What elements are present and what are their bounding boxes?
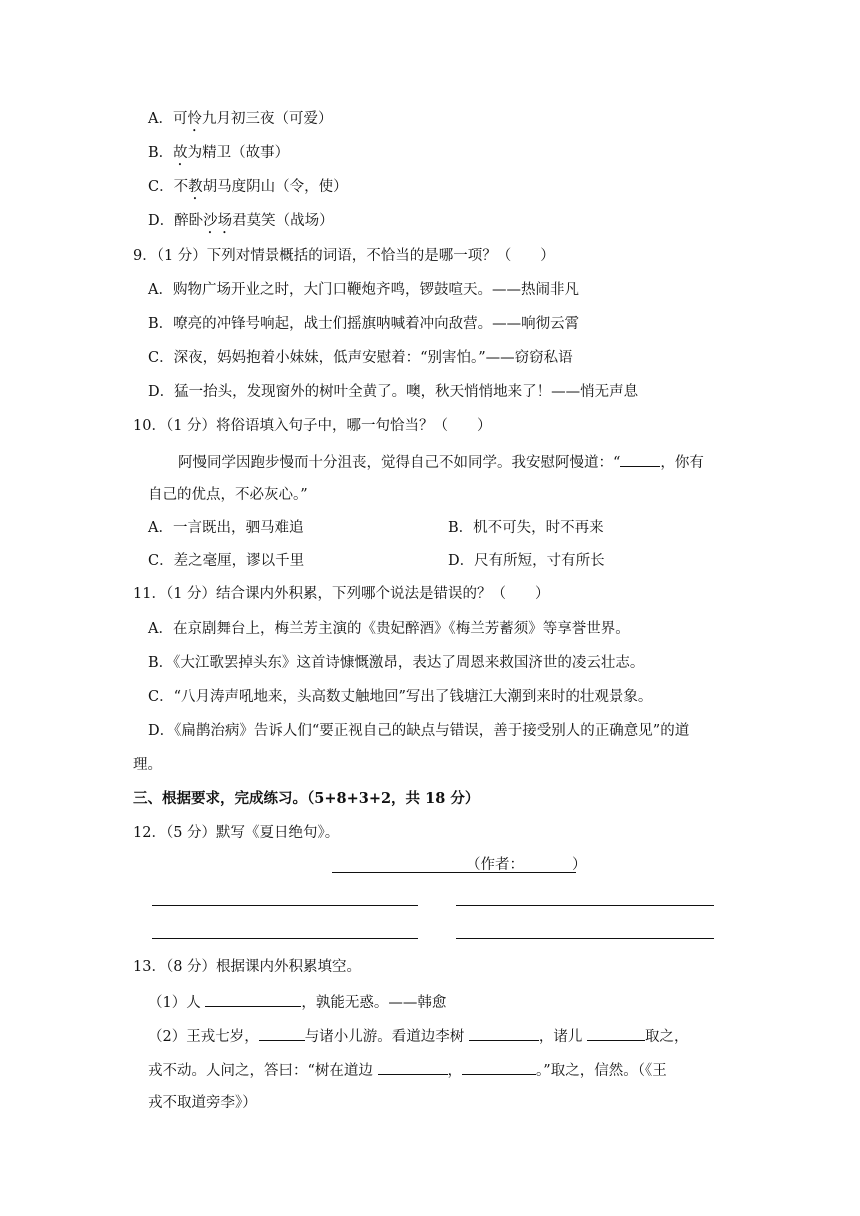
section-3-heading: 三、根据要求，完成练习。（5+8+3+2，共 18 分） [133, 790, 480, 807]
q13-item-2-line3: 戎不取道旁李》） [148, 1095, 257, 1111]
q13-blank-2[interactable] [259, 1025, 305, 1041]
q9-option-a: A．购物广场开业之时，大门口鞭炮齐鸣，锣鼓喧天。——热闹非凡 [148, 282, 579, 298]
q11-option-d-continued: 理。 [133, 757, 162, 773]
q10-option-a: A．一言既出，驷马难追 [148, 520, 304, 536]
q11-stem: 11．（1 分）结合课内外积累，下列哪个说法是错误的？（ ） [133, 586, 550, 602]
q8-option-c: C．不教胡马度阴山（令，使） [148, 179, 348, 195]
q11-option-c: C．“八月涛声吼地来，头高数丈触地回”写出了钱塘江大潮到来时的壮观景象。 [148, 689, 653, 705]
q13-blank-1[interactable] [205, 991, 301, 1007]
q10-option-b: B．机不可失，时不再来 [448, 520, 604, 536]
q13-blank-5[interactable] [378, 1059, 448, 1075]
q9-option-c: C．深夜，妈妈抱着小妹妹，低声安慰着：“别害怕。”——窃窃私语 [148, 350, 573, 366]
q8-option-d: D．醉卧沙场君莫笑（战场） [148, 213, 334, 229]
q13-item-1: （1）人 ，孰能无惑。——韩愈 [148, 991, 446, 1013]
q9-option-b: B．嘹亮的冲锋号响起，战士们摇旗呐喊着冲向敌营。——响彻云霄 [148, 316, 580, 332]
q9-option-d: D．猛一抬头，发现窗外的树叶全黄了。噢，秋天悄悄地来了！——悄无声息 [148, 384, 639, 400]
q12-answer-line-2[interactable] [456, 905, 714, 906]
q12-answer-line-4[interactable] [456, 938, 714, 939]
q9-stem: 9．（1 分）下列对情景概括的词语，不恰当的是哪一项？（ ） [133, 248, 555, 264]
q11-option-a: A．在京剧舞台上，梅兰芳主演的《贵妃醉酒》《梅兰芳蓄须》等享誉世界。 [148, 621, 630, 637]
q11-option-b: B．《大江歌罢掉头东》这首诗慷慨激昂，表达了周恩来救国济世的凌云壮志。 [148, 655, 645, 671]
q13-item-2-line2: 戎不动。人问之，答曰：“树在道边 ， 。”取之，信然。（《王 [148, 1059, 667, 1081]
q12-author-label: （作者： ） [466, 857, 587, 873]
q10-passage-line1: 阿慢同学因跑步慢而十分沮丧，觉得自己不如同学。我安慰阿慢道：“ ，你有 [178, 451, 704, 473]
q13-blank-4[interactable] [587, 1025, 645, 1041]
q10-stem: 10．（1 分）将俗语填入句子中，哪一句恰当？（ ） [133, 418, 492, 434]
q13-stem: 13．（8 分）根据课内外积累填空。 [133, 959, 362, 975]
q12-answer-line-3[interactable] [152, 938, 418, 939]
q10-answer-blank[interactable] [620, 451, 660, 467]
q13-blank-6[interactable] [462, 1059, 536, 1075]
q13-item-2-line1: （2）王戎七岁， 与诸小儿游。看道边李树 ，诸儿 取之， [148, 1025, 688, 1047]
q10-option-c: C．差之毫厘，谬以千里 [148, 553, 305, 569]
q13-blank-3[interactable] [469, 1025, 539, 1041]
q11-option-d: D．《扁鹊治病》告诉人们“要正视自己的缺点与错误，善于接受别人的正确意见”的道 [148, 723, 690, 739]
q10-passage-line2: 自己的优点，不必灰心。” [148, 487, 308, 503]
q8-option-a: A．可怜九月初三夜（可爱） [148, 111, 333, 127]
q12-answer-line-1[interactable] [152, 905, 418, 906]
q10-option-d: D．尺有所短，寸有所长 [448, 553, 605, 569]
q12-stem: 12．（5 分）默写《夏日绝句》。 [133, 825, 340, 841]
q8-option-b: B．故为精卫（故事） [148, 145, 290, 161]
